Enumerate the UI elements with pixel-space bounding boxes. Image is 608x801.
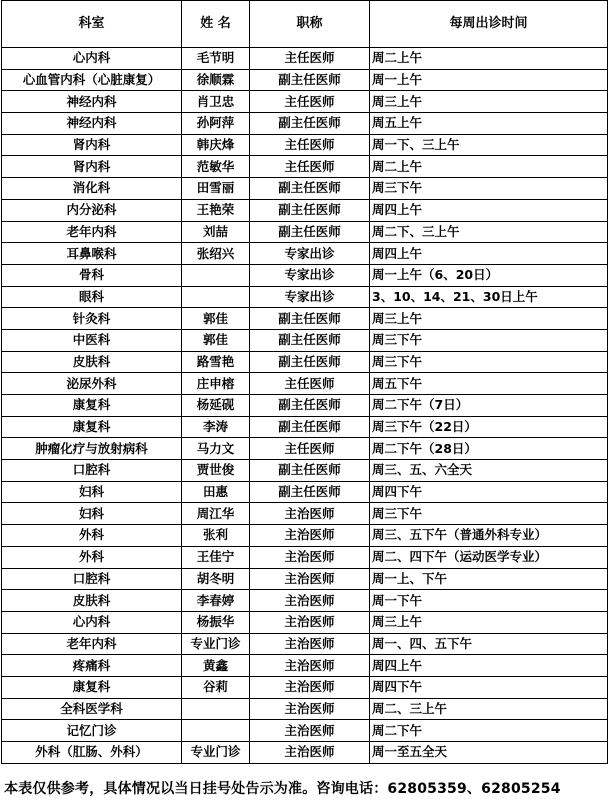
cell-name: 专业门诊 (182, 633, 250, 655)
cell-title: 主治医师 (250, 698, 370, 720)
cell-dept: 记忆门诊 (2, 720, 182, 742)
table-row (2, 329, 608, 351)
cell-dept: 肿瘤化疗与放射病科 (2, 438, 182, 460)
table-row (2, 503, 608, 525)
cell-dept: 老年内科 (2, 633, 182, 655)
cell-time: 周三下午（22日） (370, 416, 608, 438)
table-row (2, 264, 608, 286)
cell-title: 副主任医师 (250, 199, 370, 221)
cell-name: 肖卫忠 (182, 91, 250, 113)
cell-time: 周一至五全天 (370, 742, 608, 764)
cell-title: 主治医师 (250, 503, 370, 525)
table-row (2, 69, 608, 91)
cell-title: 主治医师 (250, 525, 370, 547)
cell-title: 主任医师 (250, 91, 370, 113)
cell-title: 主治医师 (250, 655, 370, 677)
cell-dept: 外科（肛肠、外科） (2, 742, 182, 764)
cell-time: 周一下午 (370, 590, 608, 612)
cell-name: 郭佳 (182, 329, 250, 351)
header-time: 每周出诊时间 (370, 1, 608, 48)
cell-name: 庄申榕 (182, 373, 250, 395)
cell-title: 主治医师 (250, 676, 370, 698)
cell-name: 范敏华 (182, 156, 250, 178)
cell-time: 周一上午 (370, 69, 608, 91)
table-row (2, 395, 608, 417)
table-body (2, 48, 608, 764)
header-title: 职称 (250, 1, 370, 48)
cell-time: 周四下午 (370, 676, 608, 698)
cell-dept: 疼痛科 (2, 655, 182, 677)
table-row (2, 48, 608, 70)
cell-title: 主治医师 (250, 590, 370, 612)
cell-time: 周二上午 (370, 156, 608, 178)
cell-time: 周五下午 (370, 373, 608, 395)
table-row (2, 221, 608, 243)
cell-title: 副主任医师 (250, 351, 370, 373)
cell-time: 周三上午 (370, 91, 608, 113)
table-row (2, 676, 608, 698)
table-row (2, 438, 608, 460)
cell-dept: 心内科 (2, 48, 182, 70)
cell-dept: 针灸科 (2, 308, 182, 330)
cell-name: 李春婷 (182, 590, 250, 612)
cell-dept: 肾内科 (2, 156, 182, 178)
cell-title: 主治医师 (250, 568, 370, 590)
table-row (2, 243, 608, 265)
table-row (2, 460, 608, 482)
cell-title: 主治医师 (250, 611, 370, 633)
cell-dept: 泌尿外科 (2, 373, 182, 395)
cell-dept: 康复科 (2, 395, 182, 417)
cell-dept: 中医科 (2, 329, 182, 351)
cell-name: 孙阿萍 (182, 113, 250, 135)
cell-time: 周四上午 (370, 243, 608, 265)
table-row (2, 633, 608, 655)
cell-dept: 肾内科 (2, 134, 182, 156)
table-row (2, 611, 608, 633)
cell-dept: 神经内科 (2, 91, 182, 113)
cell-dept: 消化科 (2, 178, 182, 200)
cell-name (182, 264, 250, 286)
cell-time: 周二下午（7日） (370, 395, 608, 417)
cell-time: 周三下午 (370, 178, 608, 200)
cell-title: 副主任医师 (250, 481, 370, 503)
cell-dept: 皮肤科 (2, 351, 182, 373)
cell-name: 毛节明 (182, 48, 250, 70)
cell-title: 副主任医师 (250, 329, 370, 351)
footer-note: 本表仅供参考，具体情况以当日挂号处告示为准。咨询电话：62805359、62805254 (4, 781, 561, 797)
cell-dept: 口腔科 (2, 460, 182, 482)
cell-time: 周二下、三上午 (370, 221, 608, 243)
table-row (2, 568, 608, 590)
cell-time: 周二下午（28日） (370, 438, 608, 460)
header-dept: 科室 (2, 1, 182, 48)
cell-title: 副主任医师 (250, 69, 370, 91)
cell-name: 周江华 (182, 503, 250, 525)
cell-dept: 康复科 (2, 416, 182, 438)
table-row (2, 91, 608, 113)
cell-time: 周一下、三上午 (370, 134, 608, 156)
cell-title: 副主任医师 (250, 416, 370, 438)
cell-title: 主治医师 (250, 742, 370, 764)
cell-time: 周三下午 (370, 351, 608, 373)
cell-time: 周一上午（6、20日） (370, 264, 608, 286)
table-row (2, 178, 608, 200)
cell-name: 谷莉 (182, 676, 250, 698)
cell-dept: 内分泌科 (2, 199, 182, 221)
cell-dept: 康复科 (2, 676, 182, 698)
cell-name: 路雪艳 (182, 351, 250, 373)
cell-title: 主治医师 (250, 720, 370, 742)
cell-time: 周三、五下午（普通外科专业） (370, 525, 608, 547)
cell-name: 杨延砚 (182, 395, 250, 417)
cell-title: 主任医师 (250, 134, 370, 156)
cell-time: 周二、三上午 (370, 698, 608, 720)
cell-title: 副主任医师 (250, 221, 370, 243)
table-row (2, 308, 608, 330)
cell-name: 田雪丽 (182, 178, 250, 200)
table-row (2, 481, 608, 503)
table-row (2, 720, 608, 742)
cell-title: 专家出诊 (250, 264, 370, 286)
table-row (2, 199, 608, 221)
cell-time: 周五上午 (370, 113, 608, 135)
cell-time: 周四下午 (370, 481, 608, 503)
table-row (2, 416, 608, 438)
cell-name: 张绍兴 (182, 243, 250, 265)
cell-dept: 耳鼻喉科 (2, 243, 182, 265)
cell-name: 专业门诊 (182, 742, 250, 764)
cell-dept: 外科 (2, 546, 182, 568)
cell-time: 周四上午 (370, 655, 608, 677)
table-header (2, 1, 608, 48)
table-row (2, 134, 608, 156)
cell-title: 主任医师 (250, 48, 370, 70)
clinic-schedule-table (1, 0, 608, 764)
cell-dept: 外科 (2, 525, 182, 547)
table-row (2, 655, 608, 677)
cell-name: 郭佳 (182, 308, 250, 330)
cell-dept: 骨科 (2, 264, 182, 286)
cell-name: 胡冬明 (182, 568, 250, 590)
cell-name (182, 698, 250, 720)
cell-name: 王佳宁 (182, 546, 250, 568)
table-row (2, 373, 608, 395)
cell-name: 贾世俊 (182, 460, 250, 482)
cell-dept: 神经内科 (2, 113, 182, 135)
table-row (2, 742, 608, 764)
cell-dept: 妇科 (2, 481, 182, 503)
cell-name: 刘喆 (182, 221, 250, 243)
cell-time: 周一上、下午 (370, 568, 608, 590)
cell-dept: 全科医学科 (2, 698, 182, 720)
cell-time: 周四上午 (370, 199, 608, 221)
cell-title: 副主任医师 (250, 178, 370, 200)
cell-name: 马力文 (182, 438, 250, 460)
cell-title: 专家出诊 (250, 286, 370, 308)
cell-time: 周三上午 (370, 611, 608, 633)
cell-name: 韩庆烽 (182, 134, 250, 156)
cell-name: 张利 (182, 525, 250, 547)
cell-time: 周三、五、六全天 (370, 460, 608, 482)
table-row (2, 286, 608, 308)
cell-time: 周三上午 (370, 308, 608, 330)
cell-title: 副主任医师 (250, 460, 370, 482)
table-row (2, 113, 608, 135)
cell-dept: 皮肤科 (2, 590, 182, 612)
cell-name: 徐顺霖 (182, 69, 250, 91)
cell-title: 副主任医师 (250, 113, 370, 135)
cell-time: 周一、四、五下午 (370, 633, 608, 655)
cell-time: 周二下午 (370, 720, 608, 742)
cell-name: 黄鑫 (182, 655, 250, 677)
cell-time: 周三下午 (370, 329, 608, 351)
header-row (2, 1, 608, 48)
cell-time: 3、10、14、21、30日上午 (370, 286, 608, 308)
cell-title: 主任医师 (250, 156, 370, 178)
cell-name (182, 720, 250, 742)
cell-title: 主治医师 (250, 546, 370, 568)
table-row (2, 590, 608, 612)
cell-dept: 心内科 (2, 611, 182, 633)
cell-time: 周三下午 (370, 503, 608, 525)
cell-dept: 口腔科 (2, 568, 182, 590)
cell-title: 副主任医师 (250, 395, 370, 417)
cell-dept: 心血管内科（心脏康复） (2, 69, 182, 91)
cell-title: 专家出诊 (250, 243, 370, 265)
table-row (2, 525, 608, 547)
cell-title: 主任医师 (250, 438, 370, 460)
cell-time: 周二上午 (370, 48, 608, 70)
cell-dept: 妇科 (2, 503, 182, 525)
cell-time: 周二、四下午（运动医学专业） (370, 546, 608, 568)
table-row (2, 156, 608, 178)
cell-title: 副主任医师 (250, 308, 370, 330)
cell-dept: 眼科 (2, 286, 182, 308)
cell-title: 主治医师 (250, 633, 370, 655)
cell-name (182, 286, 250, 308)
cell-name: 李涛 (182, 416, 250, 438)
cell-name: 田惠 (182, 481, 250, 503)
table-row (2, 351, 608, 373)
table-row (2, 698, 608, 720)
header-name: 姓 名 (182, 1, 250, 48)
cell-dept: 老年内科 (2, 221, 182, 243)
table-row (2, 546, 608, 568)
cell-name: 王艳荣 (182, 199, 250, 221)
cell-title: 主任医师 (250, 373, 370, 395)
cell-name: 杨振华 (182, 611, 250, 633)
